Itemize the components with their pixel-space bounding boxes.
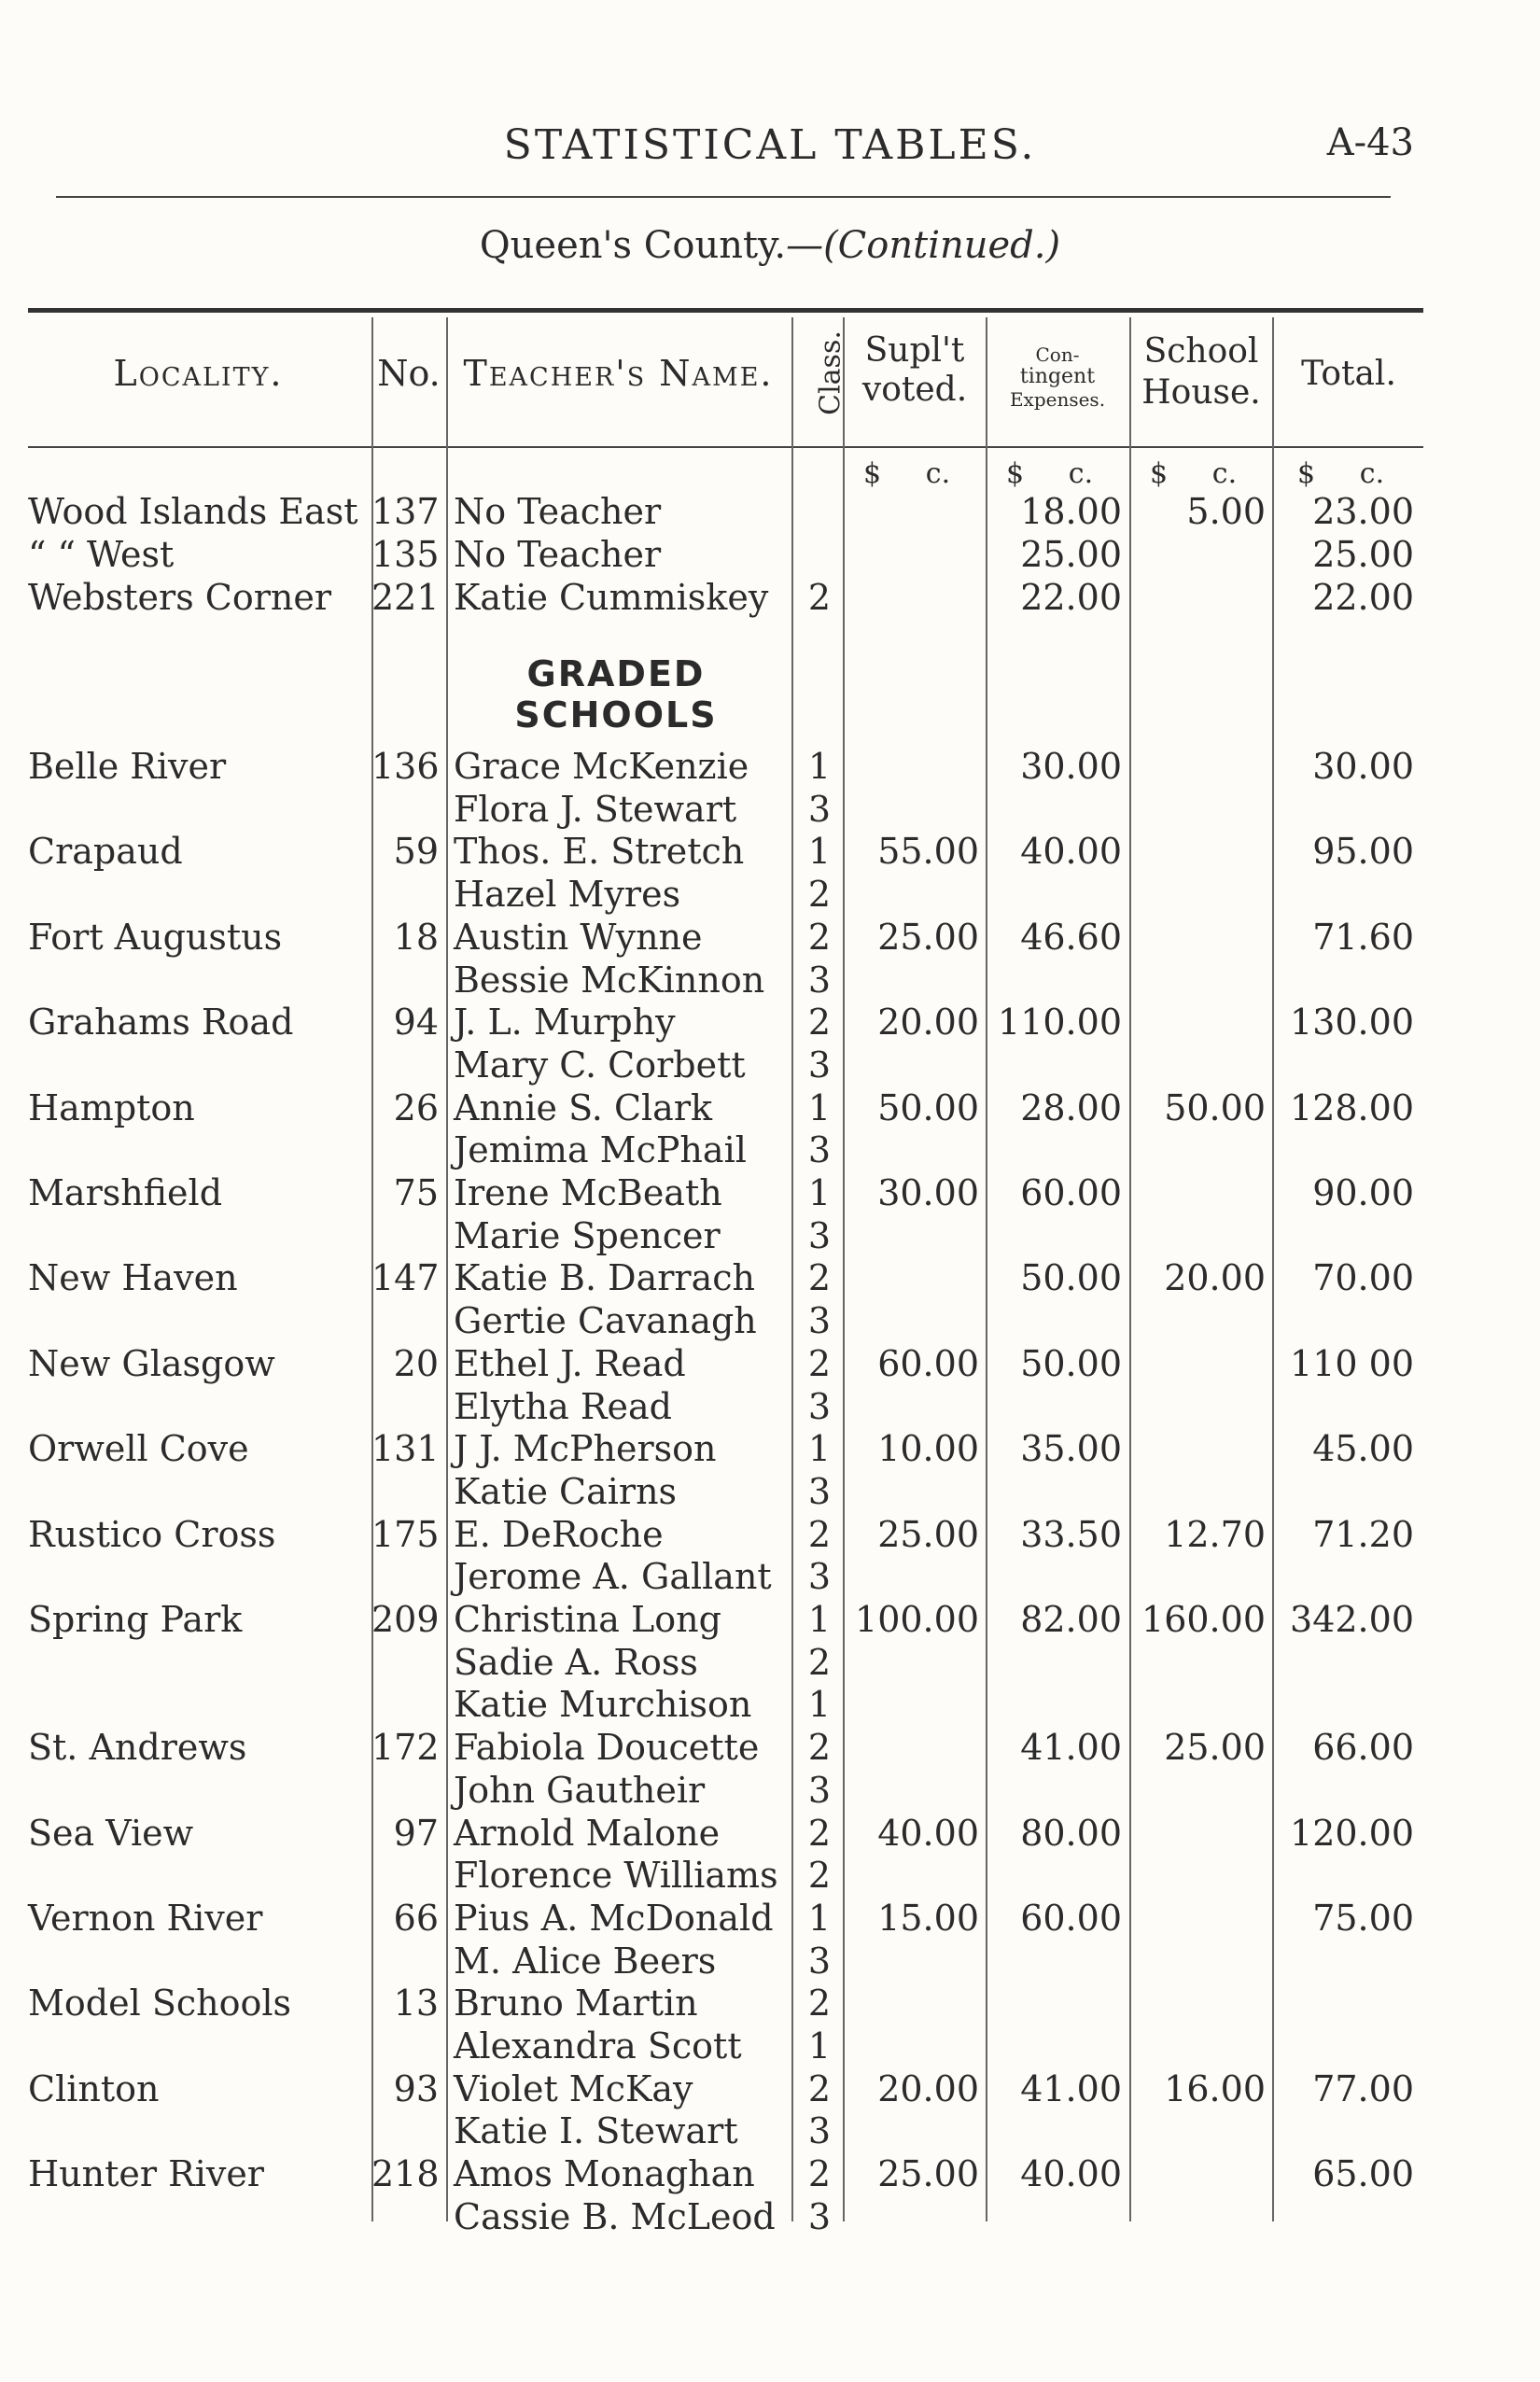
table-row [0,1555,1540,1598]
cell-no: 131 [371,1428,440,1470]
table-row [0,2195,1540,2238]
table-row [0,2152,1540,2195]
header-rule [56,196,1391,198]
cell-supplt: 20.00 [877,2067,979,2109]
cell-teacher: E. DeRoche [454,1513,664,1555]
cell-cont: 82.00 [1020,1599,1122,1640]
cell-locality: Fort Augustus [28,916,283,958]
cell-cls: 2 [807,916,831,958]
cell-supplt: 30.00 [877,1172,979,1213]
col-header-cont-line2: tingent [1019,365,1096,388]
cell-supplt: 40.00 [877,1812,979,1854]
table-row [0,576,1540,619]
table-row [0,1769,1540,1812]
cell-no: 218 [371,2153,440,2195]
cell-no: 13 [393,1983,439,2025]
cell-school: 16.00 [1164,2067,1266,2109]
col-header-supplt-line1: Supl't [864,331,965,370]
cell-cls: 2 [807,1513,831,1555]
cell-cont: 80.00 [1020,1812,1122,1854]
cell-total: 71.20 [1312,1513,1414,1555]
cell-no: 135 [371,534,440,575]
cell-cls: 1 [807,831,831,873]
cell-teacher: Bessie McKinnon [454,959,765,1001]
cell-cont: 41.00 [1020,1727,1122,1769]
cell-teacher: Irene McBeath [454,1172,722,1213]
cell-school: 50.00 [1164,1086,1266,1128]
table-row [0,1897,1540,1940]
cell-total: 65.00 [1312,2153,1414,2195]
cell-teacher: No Teacher [454,534,662,575]
cell-school: 20.00 [1164,1257,1266,1299]
col-header-supplt [845,331,985,410]
cell-cls: 3 [807,788,831,830]
cell-cls: 1 [807,1684,831,1726]
col-header-school-line2: House. [1141,373,1261,412]
cell-no: 94 [393,1002,439,1044]
cell-teacher: J J. McPherson [454,1428,717,1470]
cell-cls: 2 [807,874,831,916]
table-subtitle [0,224,1540,267]
cell-cls: 2 [807,1727,831,1769]
cell-supplt: 25.00 [877,916,979,958]
cell-no: 18 [393,916,439,958]
cell-cls: 3 [807,2195,831,2237]
col-header-locality: Locality. [113,353,284,394]
cell-cont: 40.00 [1020,2153,1122,2195]
cell-total: 75.00 [1312,1897,1414,1939]
cell-cls: 3 [807,1214,831,1256]
table-row [0,1470,1540,1513]
cell-total: 130.00 [1290,1002,1414,1044]
cell-locality: Model Schools [28,1983,292,2025]
table-row [0,2067,1540,2110]
cell-teacher: Katie I. Stewart [454,2110,738,2152]
cell-cls: 3 [807,2110,831,2152]
cell-cls: 1 [807,1428,831,1470]
table-row [0,2025,1540,2067]
cell-total: 90.00 [1312,1172,1414,1213]
cell-teacher: J. L. Murphy [454,1002,676,1044]
cell-locality: Wood Islands East [28,491,358,532]
cell-locality: Sea View [28,1812,194,1854]
cell-no: 137 [371,491,440,532]
cell-teacher: Violet McKay [454,2067,693,2109]
cell-teacher: Bruno Martin [454,1983,698,2025]
cell-no: 147 [371,1257,440,1299]
table-row [0,1044,1540,1086]
cell-teacher: Christina Long [454,1599,721,1640]
cell-teacher: Grace McKenzie [454,746,749,787]
cell-cls: 2 [807,1812,831,1854]
table-row [0,1982,1540,2025]
cell-no: 59 [393,831,439,873]
cell-locality: New Haven [28,1257,238,1299]
table-row [0,533,1540,576]
cell-teacher: Gertie Cavanagh [454,1300,757,1342]
cell-teacher: Cassie B. McLeod [454,2195,776,2237]
graded-schools-heading: GRADED SCHOOLS [514,653,718,736]
cell-total: 120.00 [1290,1812,1414,1854]
cell-cont: 25.00 [1020,534,1122,575]
cell-teacher: Austin Wynne [454,916,703,958]
cell-locality: Grahams Road [28,1002,294,1044]
cell-cont: 60.00 [1020,1897,1122,1939]
cell-cls: 2 [807,1641,831,1683]
table-row [0,1086,1540,1129]
table-row [0,745,1540,788]
cell-cont: 28.00 [1020,1086,1122,1128]
table-row [0,873,1540,916]
cell-no: 75 [393,1172,439,1213]
cell-locality: St. Andrews [28,1727,247,1769]
cell-locality: Spring Park [28,1599,243,1640]
cell-cont: 60.00 [1020,1172,1122,1213]
cell-no: 66 [393,1897,439,1939]
cell-locality: Belle River [28,746,227,787]
cell-cont: 50.00 [1020,1257,1122,1299]
cell-cls: 3 [807,1300,831,1342]
cell-teacher: Katie Cummiskey [454,577,769,618]
cell-total: 25.00 [1312,534,1414,575]
table-row [0,1940,1540,1983]
cell-cls: 3 [807,1385,831,1427]
cell-no: 97 [393,1812,439,1854]
cell-locality: Hampton [28,1086,195,1128]
cell-locality: New Glasgow [28,1342,275,1384]
cell-cls: 3 [807,1769,831,1811]
table-row [0,1641,1540,1684]
county-name: Queen's County. [479,224,787,267]
cell-school: 160.00 [1141,1599,1266,1640]
table-row [0,1726,1540,1769]
table-row [0,1598,1540,1641]
page-title: STATISTICAL TABLES. [503,121,1037,169]
table-row [0,2109,1540,2152]
cell-cls: 3 [807,959,831,1001]
cell-cls: 2 [807,2067,831,2109]
cell-teacher: Thos. E. Stretch [454,831,745,873]
table-row [0,1299,1540,1342]
page-header [0,121,1540,177]
cell-locality: Orwell Cove [28,1428,249,1470]
cell-locality: Hunter River [28,2153,264,2195]
cell-teacher: Ethel J. Read [454,1342,686,1384]
cell-cont: 35.00 [1020,1428,1122,1470]
table-row [0,959,1540,1002]
cell-cont: 22.00 [1020,577,1122,618]
cell-teacher: Pius A. McDonald [454,1897,774,1939]
cell-supplt: 15.00 [877,1897,979,1939]
cell-cls: 2 [807,2153,831,2195]
cell-cls: 3 [807,1044,831,1086]
cell-cls: 1 [807,746,831,787]
cell-cont: 41.00 [1020,2067,1122,2109]
cell-cont: 50.00 [1020,1342,1122,1384]
cell-cls: 3 [807,1940,831,1982]
col-header-school-house [1131,331,1271,413]
col-header-cont-line3: Expenses. [1009,388,1106,411]
cell-cls: 1 [807,1086,831,1128]
cell-cont: 40.00 [1020,831,1122,873]
cell-total: 342.00 [1290,1599,1414,1640]
table-row [0,1385,1540,1428]
cell-teacher: John Gautheir [454,1769,706,1811]
table-row [0,1513,1540,1556]
col-header-teacher: Teacher's Name. [463,353,774,394]
cell-teacher: No Teacher [454,491,662,532]
units-contingent: $ c. [1006,457,1094,490]
table-row [0,1214,1540,1257]
cell-total: 70.00 [1312,1257,1414,1299]
continued-label: —(Continued.) [786,224,1061,267]
cell-cont: 18.00 [1020,491,1122,532]
cell-teacher: Flora J. Stewart [454,788,737,830]
cell-no: 209 [371,1599,440,1640]
cell-locality: Marshfield [28,1172,223,1213]
cell-cls: 3 [807,1470,831,1512]
cell-total: 30.00 [1312,746,1414,787]
cell-cls: 1 [807,1172,831,1213]
cell-teacher: Katie B. Darrach [454,1257,755,1299]
cell-cls: 2 [807,1855,831,1897]
table-row [0,1001,1540,1044]
cell-no: 136 [371,746,440,787]
cell-total: 45.00 [1312,1428,1414,1470]
cell-teacher: Alexandra Scott [454,2025,742,2067]
cell-cont: 110.00 [998,1002,1122,1044]
cell-total: 95.00 [1312,831,1414,873]
table-row [0,490,1540,533]
cell-school: 12.70 [1164,1513,1266,1555]
cell-cls: 3 [807,1129,831,1171]
cell-no: 175 [371,1513,440,1555]
col-header-class: Class. [814,330,847,415]
col-header-total: Total. [1301,355,1396,393]
cell-total: 66.00 [1312,1727,1414,1769]
cell-teacher: Elytha Read [454,1385,672,1427]
cell-teacher: Annie S. Clark [454,1086,713,1128]
units-supplt: $ c. [863,457,951,490]
cell-teacher: Sadie A. Ross [454,1641,698,1683]
cell-teacher: Katie Murchison [454,1684,752,1726]
cell-cls: 3 [807,1556,831,1598]
cell-supplt: 55.00 [877,831,979,873]
cell-no: 26 [393,1086,439,1128]
table-row [0,1854,1540,1897]
cell-supplt: 50.00 [877,1086,979,1128]
cell-total: 128.00 [1290,1086,1414,1128]
table-top-rule [28,308,1423,313]
cell-teacher: Jerome A. Gallant [454,1556,772,1598]
cell-locality: Crapaud [28,831,183,873]
cell-cls: 1 [807,1897,831,1939]
cell-cls: 2 [807,1342,831,1384]
table-row [0,788,1540,831]
cell-cls: 2 [807,1983,831,2025]
table-row [0,916,1540,959]
cell-total: 23.00 [1312,491,1414,532]
cell-teacher: Jemima McPhail [454,1129,747,1171]
cell-teacher: Mary C. Corbett [454,1044,746,1086]
cell-locality: “ “ West [28,534,175,575]
table-row [0,830,1540,873]
cell-cls: 1 [807,1599,831,1640]
col-header-contingent [987,343,1127,411]
units-school: $ c. [1150,457,1238,490]
cell-locality: Rustico Cross [28,1513,276,1555]
col-header-supplt-line2: voted. [861,371,968,409]
cell-school: 25.00 [1164,1727,1266,1769]
cell-cont: 33.50 [1020,1513,1122,1555]
cell-locality: Vernon River [28,1897,263,1939]
cell-teacher: Fabiola Doucette [454,1727,760,1769]
table-row [0,1256,1540,1299]
cell-total: 71.60 [1312,916,1414,958]
cell-cont: 46.60 [1020,916,1122,958]
cell-teacher: Hazel Myres [454,874,681,916]
cell-supplt: 20.00 [877,1002,979,1044]
cell-no: 221 [371,577,440,618]
cell-teacher: Marie Spencer [454,1214,721,1256]
cell-supplt: 10.00 [877,1428,979,1470]
cell-cls: 2 [807,1002,831,1044]
header-bottom-rule [28,446,1423,448]
cell-cont: 30.00 [1020,746,1122,787]
table-row [0,1427,1540,1470]
cell-teacher: Katie Cairns [454,1470,678,1512]
cell-school: 5.00 [1186,491,1266,532]
cell-teacher: M. Alice Beers [454,1940,717,1982]
table-row [0,1342,1540,1385]
cell-total: 77.00 [1312,2067,1414,2109]
cell-teacher: Florence Williams [454,1855,778,1897]
table-row [0,1128,1540,1171]
col-header-school-line1: School [1143,332,1259,371]
cell-cls: 1 [807,2025,831,2067]
cell-teacher: Amos Monaghan [454,2153,755,2195]
cell-supplt: 25.00 [877,1513,979,1555]
page-number: A-43 [1326,121,1414,164]
cell-total: 110 00 [1290,1342,1414,1384]
cell-supplt: 60.00 [877,1342,979,1384]
cell-teacher: Arnold Malone [454,1812,721,1854]
cell-supplt: 25.00 [877,2153,979,2195]
cell-no: 172 [371,1727,440,1769]
units-total: $ c. [1297,457,1385,490]
table-row [0,1171,1540,1214]
col-header-no: No. [377,353,441,394]
cell-no: 20 [393,1342,439,1384]
cell-total: 22.00 [1312,577,1414,618]
cell-no: 93 [393,2067,439,2109]
cell-supplt: 100.00 [855,1599,979,1640]
cell-cls: 2 [807,577,831,618]
col-header-cont-line1: Con- [1035,343,1080,366]
cell-cls: 2 [807,1257,831,1299]
table-row [0,1812,1540,1855]
table-row [0,1683,1540,1726]
cell-locality: Websters Corner [28,577,332,618]
cell-locality: Clinton [28,2067,160,2109]
